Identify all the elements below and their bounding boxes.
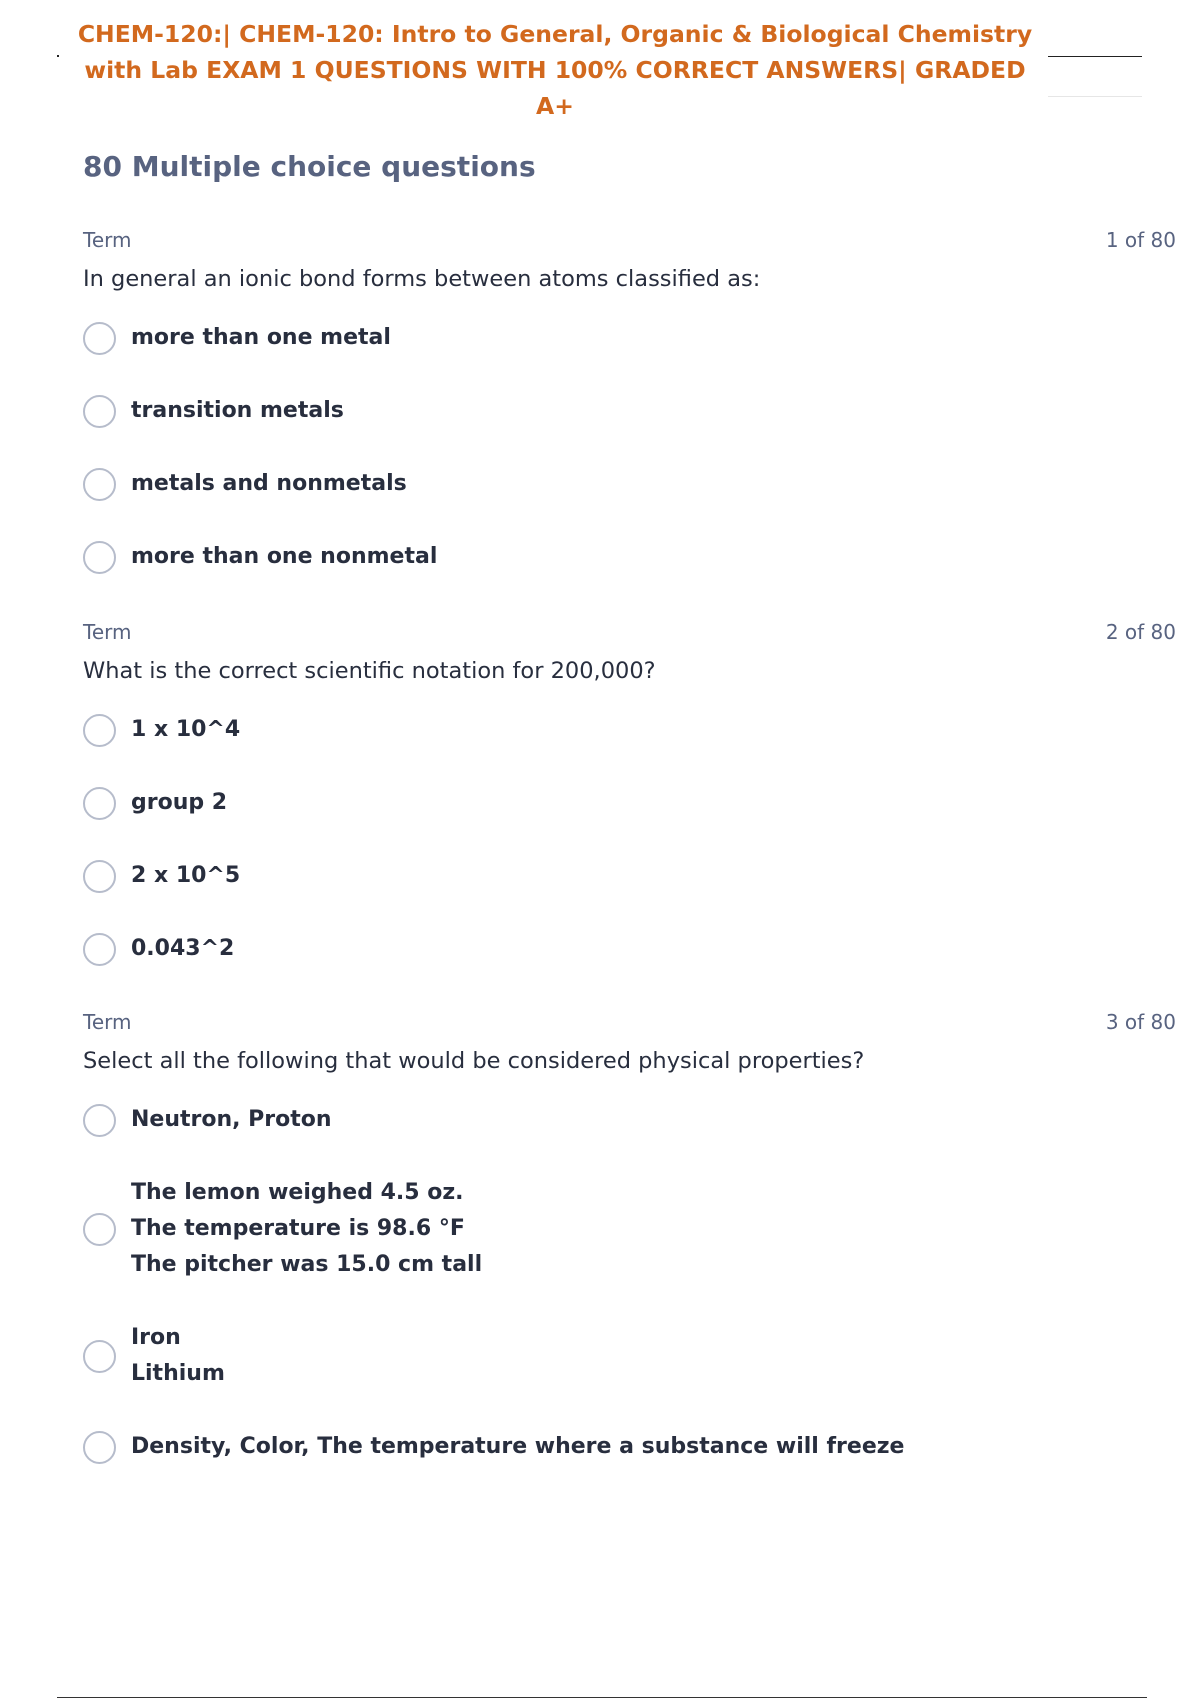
option-label: Density, Color, The temperature where a substance will freeze [131,1434,905,1459]
option-label: 1 x 10^4 [131,717,241,742]
radio-button-icon[interactable] [83,322,116,355]
option-label: transition metals [131,398,344,423]
answer-option[interactable] [83,1102,843,1138]
answer-option[interactable] [83,466,843,502]
radio-button-icon[interactable] [83,933,116,966]
radio-button-icon[interactable] [83,787,116,820]
answer-option[interactable] [83,931,843,967]
title-rule [1048,56,1142,57]
question-counter: 1 of 80 [1105,228,1176,252]
option-label: 2 x 10^5 [131,863,241,888]
radio-button-icon[interactable] [83,1104,116,1137]
radio-button-icon[interactable] [83,714,116,747]
option-label: group 2 [131,790,228,815]
document-title [60,16,1050,124]
radio-button-icon[interactable] [83,1213,116,1246]
radio-button-icon[interactable] [83,860,116,893]
title-line: with Lab EXAM 1 QUESTIONS WITH 100% CORRECT ANSWERS| GRADED [84,56,1026,84]
answer-option[interactable] [83,1320,843,1392]
option-label: Iron Lithium [131,1325,225,1386]
question-prompt: In general an ionic bond forms between atoms classified as: [83,266,761,292]
radio-button-icon[interactable] [83,1340,116,1373]
option-label: more than one metal [131,325,391,350]
option-label: Neutron, Proton [131,1107,332,1132]
option-label: metals and nonmetals [131,471,407,496]
answer-option[interactable] [83,539,843,575]
term-label: Term [83,228,132,252]
margin-mark [57,55,59,57]
answer-option[interactable] [83,785,843,821]
question-counter: 2 of 80 [1105,620,1176,644]
question-card [83,228,1176,569]
answer-option[interactable] [83,393,843,429]
radio-button-icon[interactable] [83,1431,116,1464]
section-heading: 80 Multiple choice questions [83,150,536,183]
radio-button-icon[interactable] [83,468,116,501]
question-counter: 3 of 80 [1105,1010,1176,1034]
radio-button-icon[interactable] [83,395,116,428]
question-header [83,1010,1176,1036]
question-prompt: Select all the following that would be considered physical properties? [83,1048,865,1074]
term-label: Term [83,620,132,644]
answer-option[interactable] [83,320,843,356]
radio-button-icon[interactable] [83,541,116,574]
title-line: CHEM-120:| CHEM-120: Intro to General, Organic & Biological Chemistry [77,20,1033,48]
answer-option[interactable] [83,858,843,894]
answer-option[interactable] [83,1175,843,1283]
term-label: Term [83,1010,132,1034]
question-header [83,620,1176,646]
option-label: The lemon weighed 4.5 oz. The temperature is 98.6 °F The pitcher was 15.0 cm tall [131,1180,483,1277]
question-header [83,228,1176,254]
question-prompt: What is the correct scientific notation for 200,000? [83,658,656,684]
option-label: 0.043^2 [131,936,235,961]
question-card [83,620,1176,961]
question-card [83,1010,1176,1459]
page-bottom-rule [57,1697,1147,1698]
option-label: more than one nonmetal [131,544,438,569]
answer-option[interactable] [83,1429,983,1465]
title-rule-light [1048,96,1142,97]
answer-option[interactable] [83,712,843,748]
title-line: A+ [536,92,574,120]
